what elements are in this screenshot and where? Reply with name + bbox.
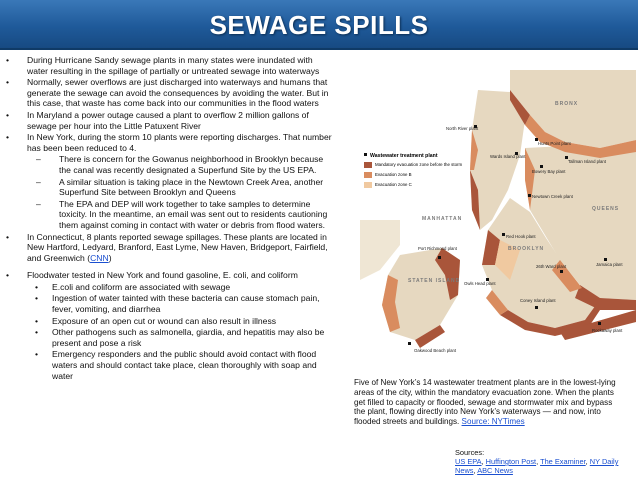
plant-marker — [535, 306, 538, 309]
bullet-item — [4, 232, 332, 264]
source-link-us-epa[interactable]: US EPA — [455, 457, 482, 466]
bullet-marker: – — [36, 198, 41, 209]
title-bar — [0, 0, 638, 50]
bullet-text-tail: ) — [108, 252, 112, 263]
area-label-staten-island: STATEN ISLAND — [408, 278, 461, 284]
bullet-item — [4, 199, 332, 231]
plant-label: Jamaica plant — [596, 262, 623, 267]
bullet-item — [4, 154, 332, 175]
plant-label: Wards Island plant — [490, 154, 526, 159]
bullet-text: In New York, during the storm 10 plants were reporting discharges. That number has been been reduced to 4. — [27, 132, 332, 153]
bullet-marker: • — [35, 281, 39, 292]
bullet-text: Normally, sewer overflows are just discharged into waterways and humans that generate the sewage can avoid the consequences by avoiding the water. But in this case, that waste has come back into our communities in the flood waters — [27, 77, 329, 109]
plant-marker — [540, 165, 543, 168]
area-label-brooklyn: BROOKLYN — [508, 246, 545, 252]
legend-swatch-zone-a — [364, 162, 372, 168]
plant-label: Hunts Point plant — [538, 141, 571, 146]
plant-label: Tallman Island plant — [568, 159, 606, 164]
plant-label: Bowery Bay plant — [532, 169, 566, 174]
plant-marker — [502, 233, 505, 236]
bullet-text: Floodwater tested in New York and found gasoline, E. coli, and coliform — [27, 270, 298, 281]
plant-label: North River plant — [446, 126, 479, 131]
sources-links: US EPA, Huffington Post, The Examiner, NY Daily News, ABC News — [455, 457, 619, 475]
bullet-item — [4, 77, 332, 109]
legend-title: Wastewater treatment plant — [370, 153, 438, 159]
map-caption — [354, 378, 624, 427]
bullet-item — [4, 327, 332, 348]
legend-item-zone-a: Mandatory evacuation zone before the storm — [375, 162, 463, 167]
plant-label: Port Richmond plant — [418, 246, 457, 251]
sources-label: Sources: — [455, 448, 485, 457]
plant-label: 26th Ward plant — [536, 264, 567, 269]
plant-label: Rockaway plant — [592, 328, 623, 333]
caption-text: Five of New York’s 14 wastewater treatment plants are in the lowest-lying areas of the city, within the mandatory evacuation zone. When the plants get filled to capacity or flooded, sewage and stormwater mix and bypass the plant, flowing directly into New York’s waterways — and now, into flooded streets and buildings. — [354, 378, 616, 427]
bullet-item — [4, 177, 332, 198]
nyc-evacuation-map — [360, 70, 636, 380]
bullet-item — [4, 55, 332, 76]
legend-item-zone-b: Evacuation zone B — [375, 172, 412, 177]
legend-swatch-zone-b — [364, 172, 372, 178]
bullet-marker: • — [35, 349, 39, 360]
plant-label: Owls Head plant — [464, 281, 496, 286]
bullet-item — [4, 316, 332, 327]
plant-marker — [560, 270, 563, 273]
bullet-text: E.coli and coliform are associated with sewage — [52, 281, 231, 292]
source-link-huffington-post[interactable]: Huffington Post — [485, 457, 537, 466]
caption-source-link[interactable]: Source: NYTimes — [461, 417, 525, 427]
bullet-list — [4, 55, 332, 382]
bullet-text: Ingestion of water tainted with these bacteria can cause stomach pain, fever, vomiting, and diarrhea — [52, 293, 320, 315]
plant-label: Coney Island plant — [520, 298, 556, 303]
slide-title: SEWAGE SPILLS — [209, 10, 429, 40]
legend-plant-icon — [364, 153, 367, 156]
plant-label: Newtown Creek plant — [532, 194, 573, 199]
bullet-marker: – — [36, 176, 41, 187]
bullet-text: Emergency responders and the public should avoid contact with flood waters and should contact take place, clean thoroughly with soap and water — [52, 349, 317, 381]
bullet-item — [4, 349, 332, 381]
bullet-link[interactable]: CNN — [90, 252, 109, 263]
source-link-ny-daily-news[interactable]: NY Daily News — [455, 457, 619, 475]
plant-label: Red Hook plant — [506, 234, 536, 239]
bullet-text: During Hurricane Sandy sewage plants in many states were inundated with water resulting in the spillage of partially or untreated sewage into waterways — [27, 55, 320, 76]
bullet-marker: • — [6, 231, 10, 242]
legend-item-zone-c: Evacuation zone C — [375, 182, 412, 187]
bullet-item — [4, 293, 332, 314]
bullet-marker: • — [6, 109, 10, 120]
plant-marker — [598, 322, 601, 325]
area-label-queens: QUEENS — [592, 206, 620, 212]
bullet-marker: • — [6, 270, 10, 281]
bullet-text: In Connecticut, 8 plants reported sewage spillages. These plants are located in New Hartford, Ledyard, Branford, East Lyme, New Haven, Bridgeport, Fairfield, and Greenwich ( — [27, 231, 328, 263]
plant-marker — [528, 194, 531, 197]
plant-label: Oakwood Beach plant — [414, 348, 457, 353]
area-label-bronx: BRONX — [555, 101, 579, 107]
bullet-marker: • — [35, 327, 39, 338]
bullet-marker: • — [35, 315, 39, 326]
bullet-marker: • — [6, 132, 10, 143]
bullet-item — [4, 110, 332, 131]
plant-marker — [438, 256, 441, 259]
sources-block — [455, 448, 635, 475]
bullet-marker: • — [35, 293, 39, 304]
legend-swatch-zone-c — [364, 182, 372, 188]
bullet-item — [4, 132, 332, 153]
area-label-manhattan: MANHATTAN — [422, 216, 463, 222]
plant-marker — [408, 342, 411, 345]
plant-marker — [604, 258, 607, 261]
source-link-abc-news[interactable]: ABC News — [477, 466, 513, 475]
bullet-marker: – — [36, 154, 41, 165]
bullet-item — [4, 270, 332, 281]
bullet-marker: • — [6, 77, 10, 88]
bullet-text: There is concern for the Gowanus neighborhood in Brooklyn because the canal was recently designated a Superfund Site by the US EPA. — [59, 154, 324, 175]
bullet-text: In Maryland a power outage caused a plant to overflow 2 million gallons of sewage per hour into the Little Patuxent River — [27, 109, 309, 131]
bullet-text: The EPA and DEP will work together to take samples to determine toxicity. In the meantime, an email was sent out to residents cautioning them against coming in contact with water or debris from flood waters. — [59, 198, 328, 230]
bullet-text: A similar situation is taking place in the Newtown Creek Area, another Superfund Site between Brooklyn and Queens — [59, 176, 324, 198]
bullet-text: Other pathogens such as salmonella, giardia, and hepatitis may also be present and pose a risk — [52, 327, 325, 348]
bullet-item — [4, 282, 332, 293]
bullet-text: Exposure of an open cut or wound can also result in illness — [52, 315, 277, 326]
bullet-marker: • — [6, 55, 10, 65]
source-link-the-examiner[interactable]: The Examiner — [540, 457, 586, 466]
